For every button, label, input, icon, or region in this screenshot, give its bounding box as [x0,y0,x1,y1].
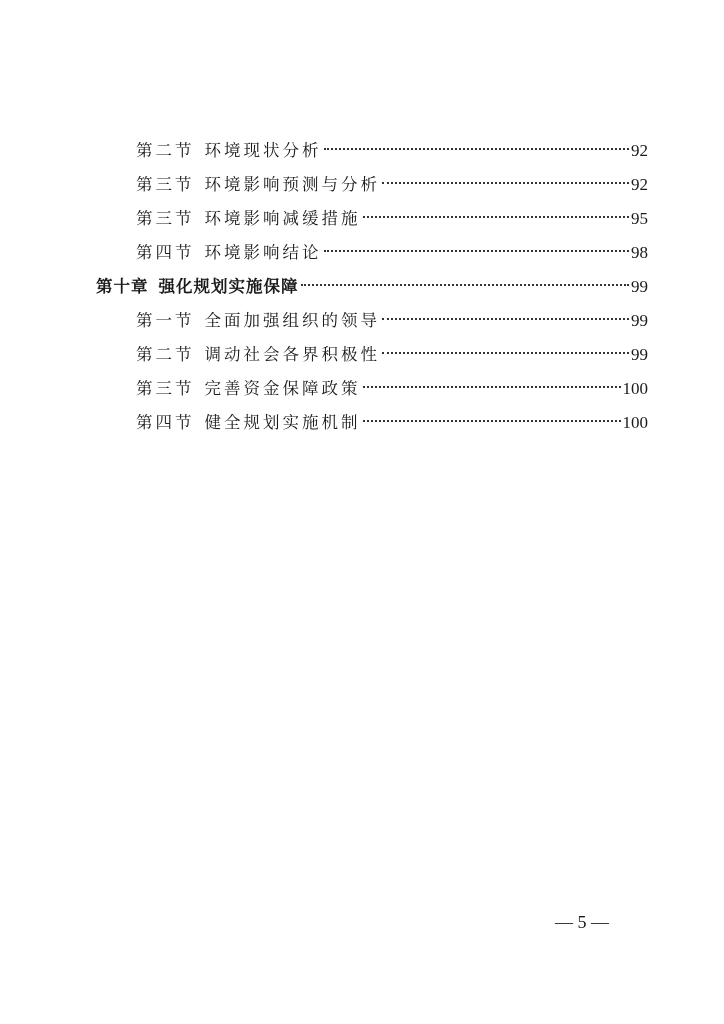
toc-dot-leader [363,386,621,388]
toc-entry-page: 95 [631,209,648,228]
toc-entry-number: 第四节 [136,413,195,432]
toc-dot-leader [324,250,630,252]
toc-entry-page: 98 [631,243,648,262]
toc-dot-leader [382,182,629,184]
toc-entry-number: 第四节 [136,243,195,262]
toc-entry-title: 健全规划实施机制 [204,413,361,432]
toc-entry-page: 99 [631,277,648,296]
toc-entry-section[interactable] [96,168,648,202]
toc-chapter-number: 第十章 [96,277,149,296]
toc-entry-page: 92 [631,141,648,160]
toc-entry-number: 第二节 [136,141,195,160]
toc-entry-section[interactable] [96,134,648,168]
toc-entry-section[interactable] [96,202,648,236]
toc-entry-title: 调动社会各界积极性 [204,345,380,364]
toc-entry-number: 第一节 [136,311,195,330]
toc-entry-title: 全面加强组织的领导 [204,311,380,330]
toc-entry-title: 环境影响预测与分析 [204,175,380,194]
toc-entry-title: 环境现状分析 [204,141,322,160]
table-of-contents [96,134,648,440]
page-number-footer: — 5 — [555,912,609,932]
toc-dot-leader [382,352,629,354]
toc-dot-leader [324,148,630,150]
toc-entry-page: 92 [631,175,648,194]
toc-entry-title: 完善资金保障政策 [204,379,361,398]
toc-dot-leader [301,284,630,286]
toc-entry-section[interactable] [96,304,648,338]
toc-entry-section[interactable] [96,406,648,440]
toc-entry-page: 100 [622,379,648,398]
toc-dot-leader [382,318,629,320]
toc-entry-number: 第三节 [136,209,195,228]
toc-chapter-title: 强化规划实施保障 [158,277,299,296]
toc-entry-number: 第三节 [136,379,195,398]
toc-entry-section[interactable] [96,372,648,406]
toc-entry-title: 环境影响减缓措施 [204,209,361,228]
toc-entry-section[interactable] [96,236,648,270]
toc-entry-page: 99 [631,311,648,330]
toc-entry-chapter[interactable] [96,270,648,304]
toc-entry-number: 第三节 [136,175,195,194]
toc-entry-title: 环境影响结论 [204,243,322,262]
toc-entry-page: 100 [622,413,648,432]
toc-entry-page: 99 [631,345,648,364]
toc-entry-number: 第二节 [136,345,195,364]
toc-dot-leader [363,216,630,218]
toc-dot-leader [363,420,621,422]
toc-entry-section[interactable] [96,338,648,372]
